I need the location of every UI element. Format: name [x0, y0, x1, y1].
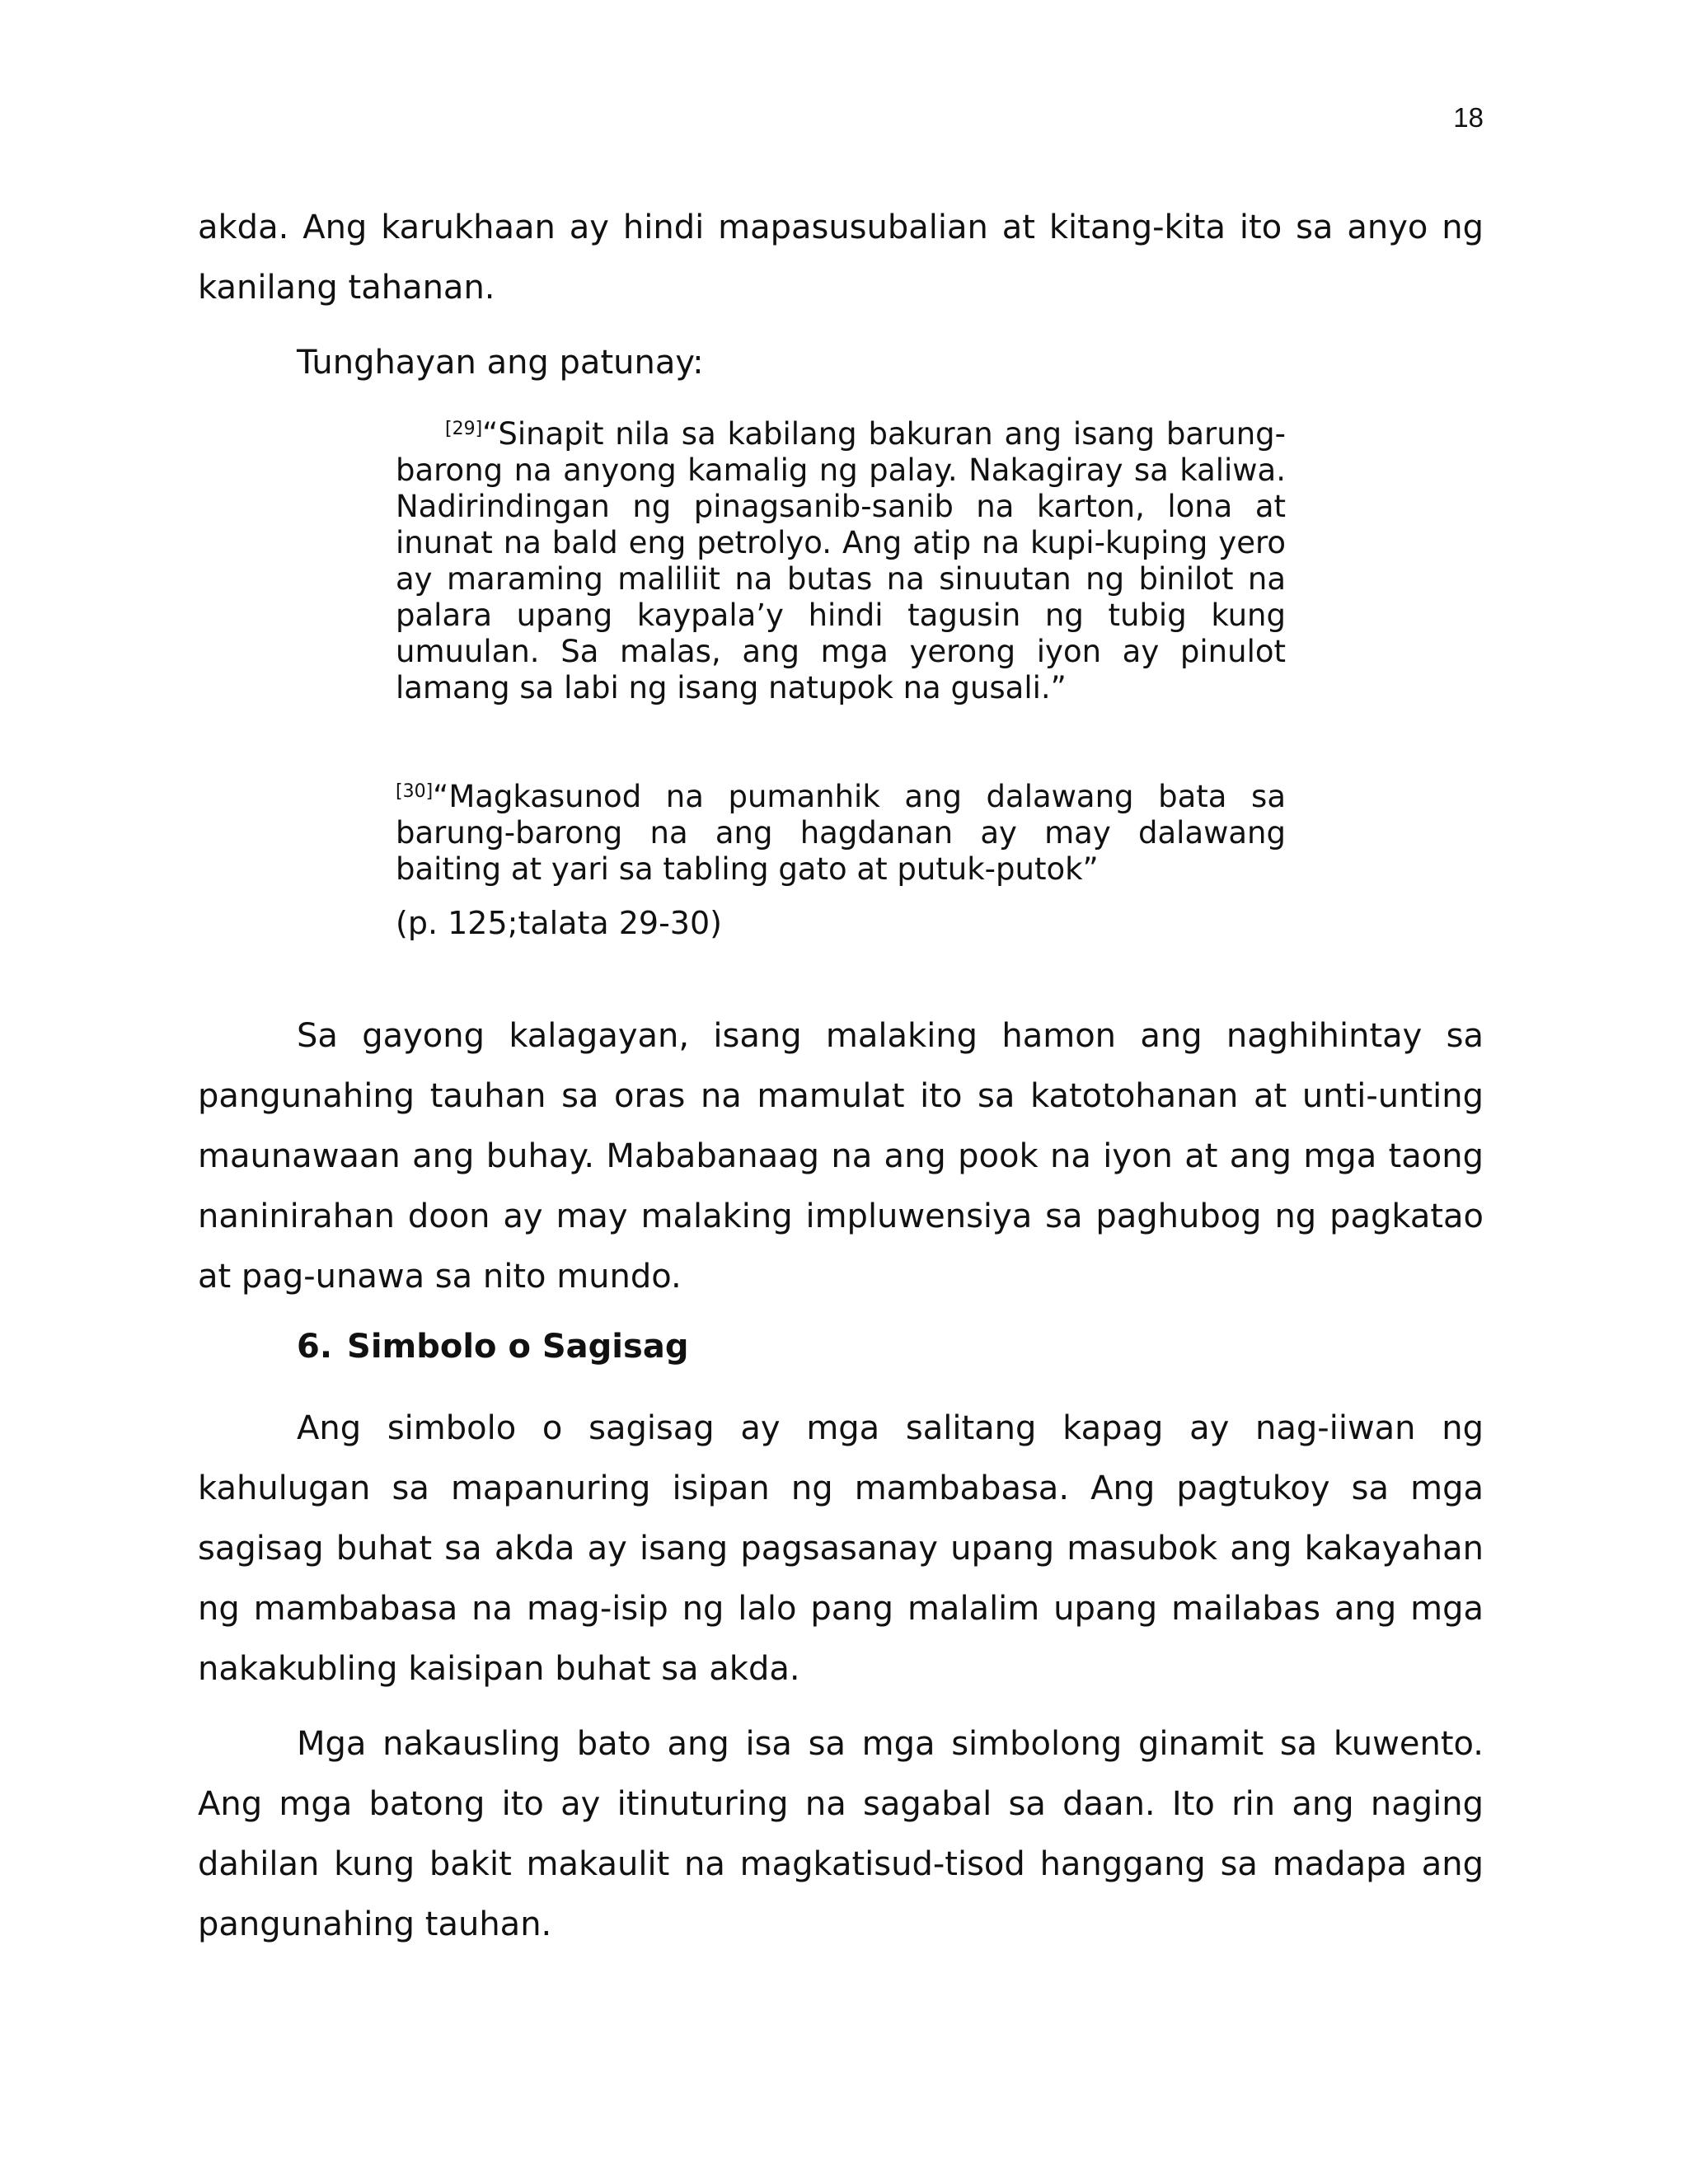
paragraph-continuation: akda. Ang karukhaan ay hindi mapasusubalian at kitang-kita ito sa anyo ng kanilang tahanan. [198, 209, 1484, 307]
paragraph: Ang simbolo o sagisag ay mga salitang kapag ay nag-iiwan ng kahulugan sa mapanuring isipan ng mambabasa. Ang pagtukoy sa mga sagisag buhat sa akda ay isang pagsasanay upang masubok ang kakayahan ng mambabasa na mag-isip ng lalo pang malalim upang mailabas ang mga nakakubling kaisipan buhat sa akda. [198, 1409, 1484, 1688]
section-title: Simbolo o Sagisag [347, 1328, 689, 1366]
paragraph: Mga nakausling bato ang isa sa mga simbolong ginamit sa kuwento. Ang mga batong ito ay itinuturing na sagabal sa daan. Ito rin ang naging dahilan kung bakit makaulit na magkatisud-tisod hanggang sa madapa ang pangunahing tauhan. [198, 1725, 1484, 1943]
section-heading [297, 1328, 688, 1366]
quote-reference: [29] [445, 419, 483, 439]
evidence-intro: Tunghayan ang patunay: [297, 344, 704, 382]
page-number: 18 [1453, 102, 1484, 133]
section-number: 6. [297, 1328, 333, 1366]
block-quote-30 [396, 779, 1286, 888]
block-quote-29 [396, 416, 1286, 706]
quote-reference: [30] [396, 781, 434, 802]
paragraph: Sa gayong kalagayan, isang malaking hamon ang naghihintay sa pangunahing tauhan sa oras na mamulat ito sa katotohanan at unti-unting maunawaan ang buhay. Mababanaag na ang pook na iyon at ang mga taong naninirahan doon ay may malaking impluwensiya sa paghubog ng pagkatao at pag-unawa sa nito mundo. [198, 1017, 1484, 1296]
quote-text: “Magkasunod na pumanhik ang dalawang bata sa barung-barong na ang hagdanan ay may dalawang baiting at yari sa tabling gato at putuk-putok” [396, 779, 1286, 887]
quote-text: “Sinapit nila sa kabilang bakuran ang isang barung-barong na anyong kamalig ng palay. Nakagiray sa kaliwa. Nadirindingan ng pinagsanib-sanib na karton, lona at inunat na bald eng petrolyo. Ang atip na kupi-kuping yero ay maraming maliliit na butas na sinuutan ng binilot na palara upang kaypala’y hindi tagusin ng tubig kung umuulan. Sa malas, ang mga yerong iyon ay pinulot lamang sa labi ng isang natupok na gusali.” [396, 416, 1286, 705]
quote-citation: (p. 125;talata 29-30) [396, 905, 722, 941]
